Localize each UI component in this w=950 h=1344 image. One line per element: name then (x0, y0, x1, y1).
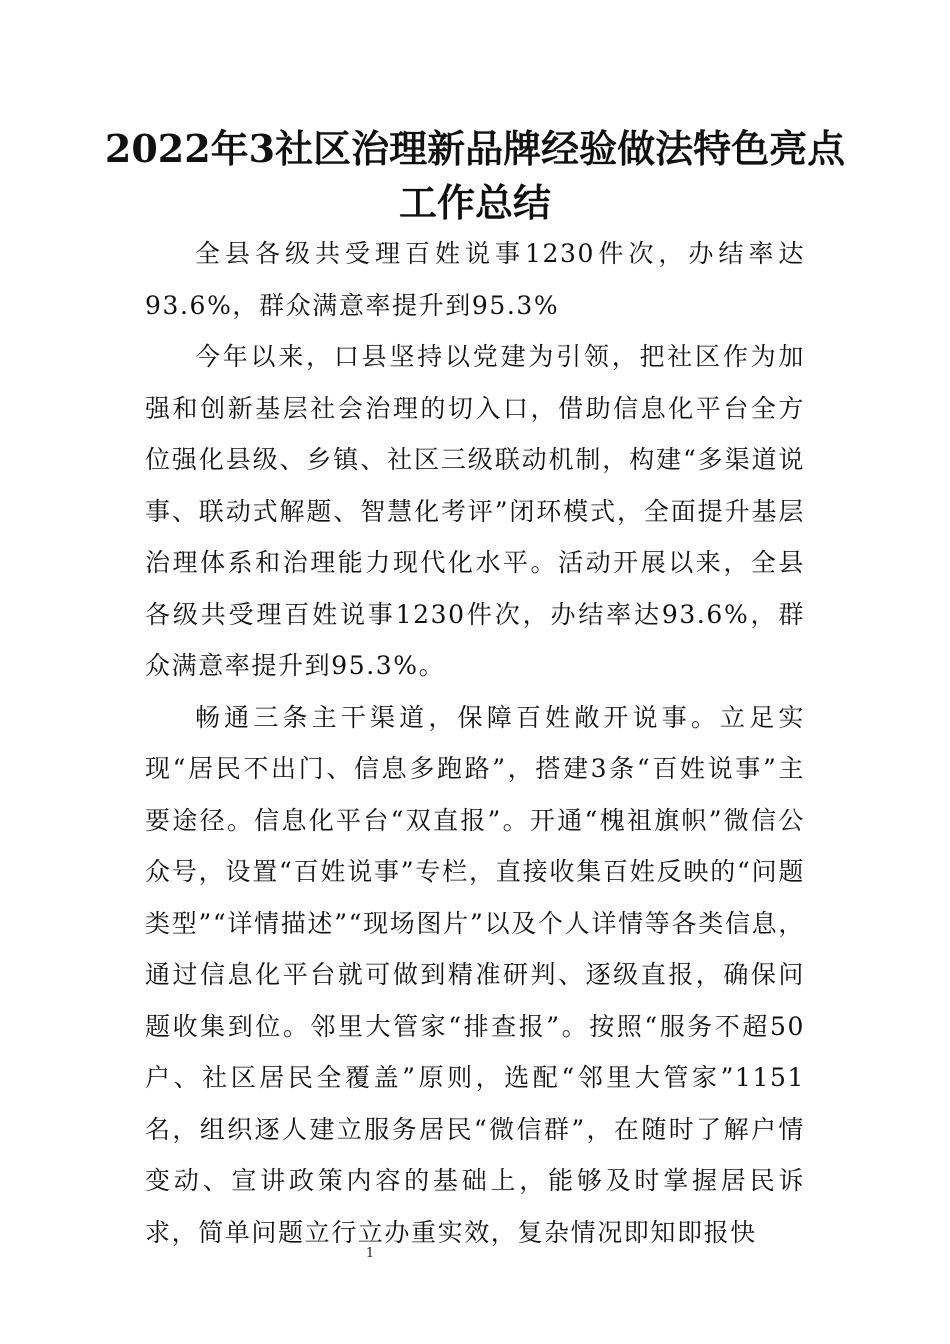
document-body (145, 228, 805, 1258)
document-title: 2022年3社区治理新品牌经验做法特色亮点工作总结 (104, 126, 846, 225)
overview-paragraph: 今年以来，口县坚持以党建为引领，把社区作为加强和创新基层社会治理的切入口，借助信息化平台全方位强化县级、乡镇、社区三级联动机制，构建“多渠道说事、联动式解题、智慧化考评”闭环模式，全面提升基层治理体系和治理能力现代化水平。活动开展以来，全县各级共受理百姓说事1230件次，办结率达93.6%，群众满意率提升到95.3%。 (145, 342, 805, 680)
page-number: 1 (365, 1246, 375, 1261)
summary-paragraph: 全县各级共受理百姓说事1230件次，办结率达93.6%，群众满意率提升到95.3% (145, 239, 805, 320)
channels-paragraph: 畅通三条主干渠道，保障百姓敞开说事。立足实现“居民不出门、信息多跑路”，搭建3条“百姓说事”主要途径。信息化平台“双直报”。开通“槐祖旗帜”微信公众号，设置“百姓说事”专栏，直接收集百姓反映的“问题类型”“详情描述”“现场图片”以及个人详情等各类信息，通过信息化平台就可做到精准研判、逐级直报，确保问题收集到位。邻里大管家“排查报”。按照“服务不超50户、社区居民全覆盖”原则，选配“邻里大管家”1151名，组织逐人建立服务居民“微信群”，在随时了解户情变动、宣讲政策内容的基础上，能够及时掌握居民诉求，简单问题立行立办重实效，复杂情况即知即报快 (145, 702, 805, 1247)
